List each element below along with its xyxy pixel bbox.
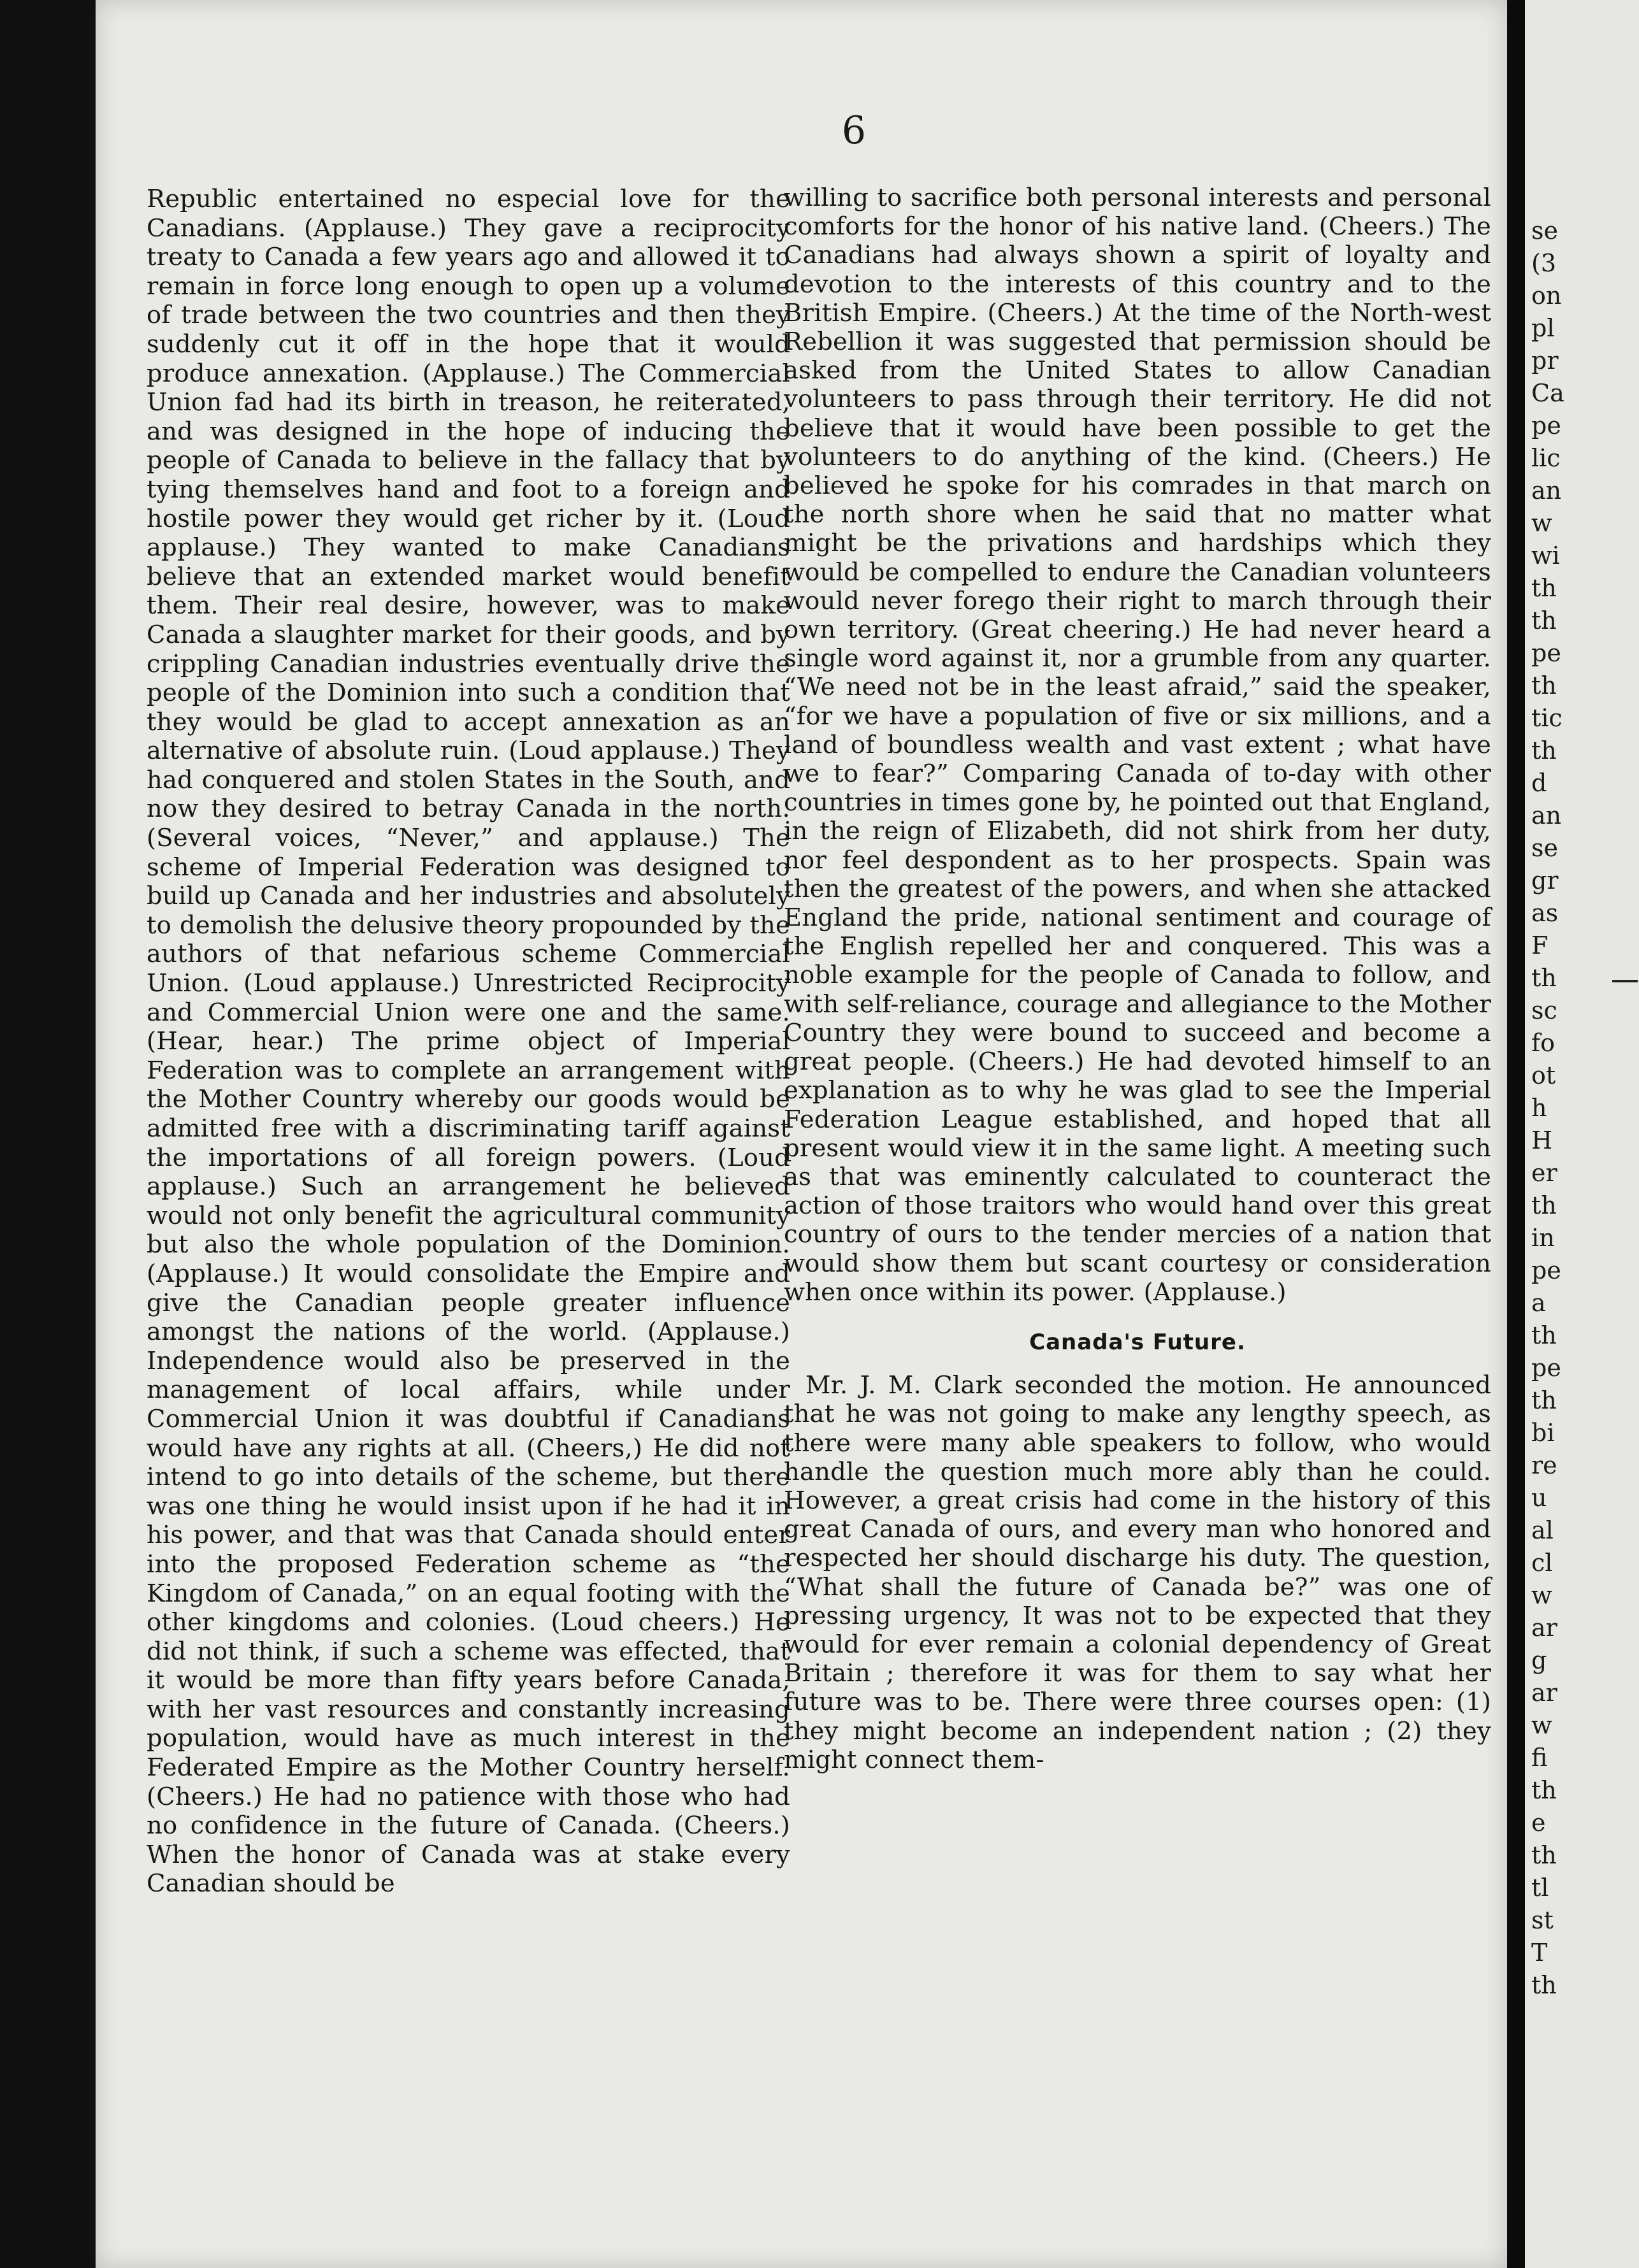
adjacent-page-fragment: th <box>1531 964 1557 992</box>
adjacent-page-fragment: pr <box>1531 347 1559 375</box>
adjacent-page-fragment: e <box>1531 1809 1546 1837</box>
adjacent-page-fragment: er <box>1531 1159 1557 1187</box>
adjacent-page-fragment: fi <box>1531 1744 1548 1772</box>
adjacent-page-fragment: pl <box>1531 314 1555 342</box>
scan-left-margin <box>0 0 96 2268</box>
right-column-paragraph-2: Mr. J. M. Clark seconded the motion. He announced that he was not going to make any lengthy speech, as there were many able speakers to follow, who would handle the question much more ably than he could. However, a great crisis had come in the history of this great Canada of ours, and every man who honored and respected her should discharge his duty. The question, “What shall the future of Canada be?” was one of pressing urgency, It was not to be expected that they would for ever remain a colonial dependency of Great Britain ; therefore it was for them to say what her future was to be. There were three courses open: (1) they might become an independent nation ; (2) they might connect them- <box>784 1371 1491 1774</box>
adjacent-page-fragment: wi <box>1531 542 1560 570</box>
adjacent-page-fragment: gr <box>1531 866 1559 894</box>
left-text-column <box>147 185 790 1898</box>
adjacent-page-fragment: th <box>1531 671 1557 700</box>
adjacent-page-fragment: d <box>1531 769 1547 797</box>
adjacent-page-fragment: pe <box>1531 639 1561 667</box>
right-column-paragraph-1: willing to sacrifice both personal interests and personal comforts for the honor of his native land. (Cheers.) The Canadians had always shown a spirit of loyalty and devotion to the interests of this country and to the British Empire. (Cheers.) At the time of the North-west Rebellion it was suggested that permission should be asked from the United States to allow Canadian volunteers to pass through their territory. He did not believe that it would have been possible to get the volunteers to do anything of the kind. (Cheers.) He believed he spoke for his comrades in that march on the north shore when he said that no matter what might be the privations and hardships which they would be compelled to endure the Canadian volunteers would never forego their right to march through their own territory. (Great cheering.) He had never heard a single word against it, nor a grumble from any quarter. “We need not be in the least afraid,” said the speaker, “for we have a population of five or six millions, and a land of boundless wealth and vast extent ; what have we to fear?” Comparing Canada of to-day with other countries in times gone by, he pointed out that England, in the reign of Elizabeth, did not shirk from her duty, nor feel despondent as to her prospects. Spain was then the greatest of the powers, and when she attacked England the pride, national sentiment and courage of the English repelled her and conquered. This was a noble example for the people of Canada to follow, and with self-reliance, courage and allegiance to the Mother Country they were bound to succeed and become a great people. (Cheers.) He had devoted himself to an explanation as to why he was glad to see the Imperial Federation League established, and hoped that all present would view it in the same light. A meeting such as that was eminently calculated to counteract the action of those traitors who would hand over this great country of ours to the tender mercies of a nation that would show them but scant courtesy or consideration when once within its power. (Applause.) <box>784 183 1491 1307</box>
adjacent-page-fragment: w <box>1531 509 1552 537</box>
adjacent-page-fragment: ot <box>1531 1061 1556 1089</box>
adjacent-page-fragment: th <box>1531 1386 1557 1414</box>
adjacent-page-fragment: th <box>1531 606 1557 635</box>
adjacent-page-rule <box>1612 980 1638 982</box>
adjacent-page-fragment: cl <box>1531 1549 1553 1577</box>
adjacent-page-fragment: F <box>1531 931 1549 959</box>
adjacent-page-fragment: w <box>1531 1581 1552 1609</box>
adjacent-page-fragment: fo <box>1531 1029 1555 1057</box>
adjacent-page-fragment: ar <box>1531 1679 1557 1707</box>
adjacent-page-fragment: an <box>1531 801 1562 829</box>
adjacent-page-fragment: T <box>1531 1939 1548 1967</box>
adjacent-page-fragment: ar <box>1531 1614 1557 1642</box>
adjacent-page-fragment: Ca <box>1531 379 1564 407</box>
adjacent-page-fragment: th <box>1531 736 1557 764</box>
adjacent-page-fragment: pe <box>1531 1256 1561 1284</box>
adjacent-page-fragment: th <box>1531 1971 1557 1999</box>
adjacent-page-fragment: se <box>1531 834 1558 862</box>
page-number: 6 <box>841 108 867 153</box>
section-heading: Canada's Future. <box>1029 1329 1246 1355</box>
adjacent-page-fragment: sc <box>1531 996 1557 1024</box>
adjacent-page-fragment: pe <box>1531 1354 1561 1382</box>
adjacent-page-fragment: in <box>1531 1224 1555 1252</box>
adjacent-page-fragment: lic <box>1531 444 1561 472</box>
adjacent-page-fragment: (3 <box>1531 249 1557 277</box>
adjacent-page-fragment: a <box>1531 1289 1546 1317</box>
adjacent-page-fragment: on <box>1531 282 1562 310</box>
adjacent-page-fragment: th <box>1531 574 1557 602</box>
adjacent-page-fragment: th <box>1531 1776 1557 1804</box>
adjacent-page-fragment: th <box>1531 1841 1557 1869</box>
adjacent-page-fragment: H <box>1531 1126 1553 1154</box>
adjacent-page-fragment: an <box>1531 477 1562 505</box>
adjacent-page-fragment: h <box>1531 1094 1547 1122</box>
newspaper-page <box>96 0 1507 2268</box>
adjacent-page-fragment: pe <box>1531 412 1561 440</box>
adjacent-page-fragment: th <box>1531 1321 1557 1349</box>
adjacent-page-fragment: bi <box>1531 1419 1555 1447</box>
page-gutter <box>1507 0 1525 2268</box>
adjacent-page-fragment: th <box>1531 1191 1557 1219</box>
adjacent-page-fragment: tl <box>1531 1874 1549 1902</box>
adjacent-page-fragment: as <box>1531 899 1559 927</box>
adjacent-page-edge <box>1525 0 1639 2268</box>
right-text-column <box>784 183 1491 1774</box>
adjacent-page-fragment: u <box>1531 1484 1547 1512</box>
adjacent-page-fragment: w <box>1531 1711 1552 1739</box>
adjacent-page-fragment: re <box>1531 1451 1557 1479</box>
left-column-paragraph: Republic entertained no especial love for the Canadians. (Applause.) They gave a reciprocity treaty to Canada a few years ago and allowed it to remain in force long enough to open up a volume of trade between the two countries and then they suddenly cut it off in the hope that it would produce annexation. (Applause.) The Commercial Union fad had its birth in treason, he reiterated, and was designed in the hope of inducing the people of Canada to believe in the fallacy that by tying themselves hand and foot to a foreign and hostile power they would get richer by it. (Loud applause.) They wanted to make Canadians believe that an extended market would benefit them. Their real desire, however, was to make Canada a slaughter market for their goods, and by crippling Canadian industries eventually drive the people of the Dominion into such a condition that they would be glad to accept annexation as an alternative of absolute ruin. (Loud applause.) They had conquered and stolen States in the South, and now they desired to betray Canada in the north. (Several voices, “Never,” and applause.) The scheme of Imperial Federation was designed to build up Canada and her industries and absolutely to demolish the delusive theory propounded by the authors of that nefarious scheme Commercial Union. (Loud applause.) Unrestricted Reciprocity and Commercial Union were one and the same. (Hear, hear.) The prime object of Imperial Federation was to complete an arrangement with the Mother Country whereby our goods would be admitted free with a discriminating tariff against the importations of all foreign powers. (Loud applause.) Such an arrangement he believed would not only benefit the agricultural community but also the whole population of the Dominion. (Applause.) It would consolidate the Empire and give the Canadian people greater influence amongst the nations of the world. (Applause.) Independence would also be preserved in the management of local affairs, while under Commercial Union it was doubtful if Canadians would have any rights at all. (Cheers,) He did not intend to go into details of the scheme, but there was one thing he would insist upon if he had it in his power, and that was that Canada should enter into the proposed Federation scheme as “the Kingdom of Canada,” on an equal footing with the other kingdoms and colonies. (Loud cheers.) He did not think, if such a scheme was effected, that it would be more than fifty years before Canada, with her vast resources and constantly increasing population, would have as much interest in the Federated Empire as the Mother Country herself. (Cheers.) He had no patience with those who had no confidence in the future of Canada. (Cheers.) When the honor of Canada was at stake every Canadian should be <box>147 185 790 1898</box>
adjacent-page-fragment: g <box>1531 1646 1547 1674</box>
adjacent-page-fragment: st <box>1531 1906 1554 1934</box>
adjacent-page-fragment: al <box>1531 1516 1554 1544</box>
adjacent-page-fragment: se <box>1531 217 1558 245</box>
adjacent-page-fragment: tic <box>1531 704 1563 732</box>
